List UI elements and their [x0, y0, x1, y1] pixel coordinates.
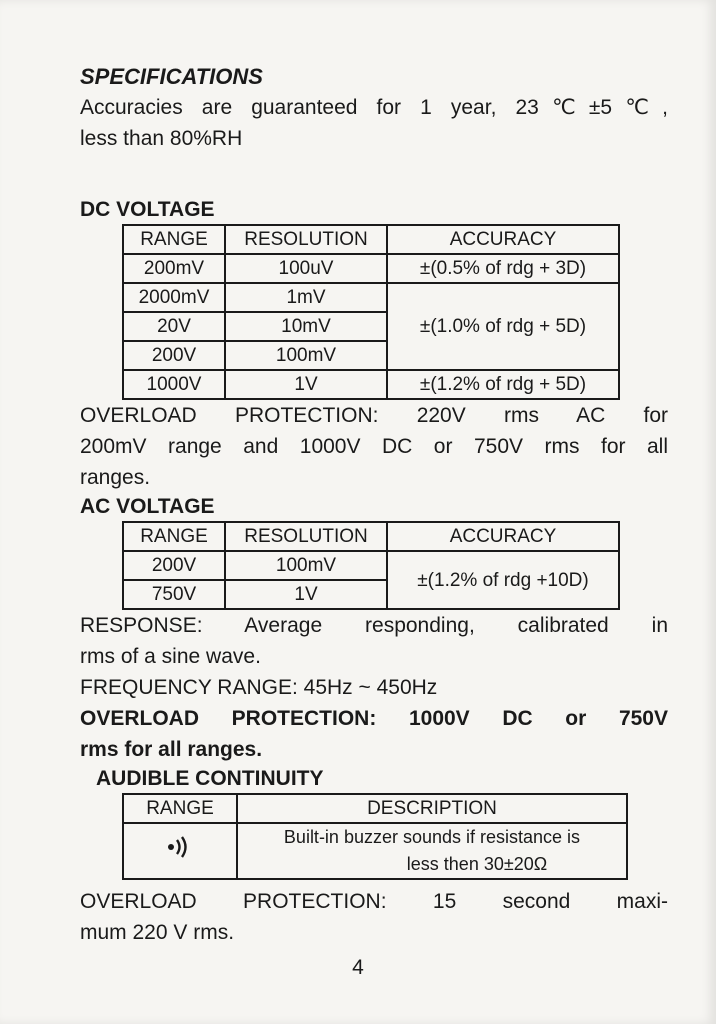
- ac-overload-line-1: OVERLOAD PROTECTION: 1000V DC or 750V: [80, 707, 668, 730]
- cell-resolution: 10mV: [225, 312, 387, 341]
- dc-voltage-title: DC VOLTAGE: [80, 198, 215, 221]
- table-header-row: [123, 522, 619, 551]
- description-line-1: Built-in buzzer sounds if resistance is: [283, 827, 581, 847]
- cell-range: 200V: [123, 551, 225, 580]
- cell-range: 2000mV: [123, 283, 225, 312]
- header-resolution: RESOLUTION: [225, 522, 387, 551]
- continuity-overload-line-1: OVERLOAD PROTECTION: 15 second maxi-: [80, 890, 668, 913]
- specifications-intro: Accuracies are guaranteed for 1 year, 23℃±5℃,: [80, 96, 668, 119]
- continuity-table: [122, 793, 628, 880]
- cell-accuracy: ±(1.0% of rdg + 5D): [387, 283, 619, 370]
- specifications-title: SPECIFICATIONS: [80, 64, 263, 89]
- cell-range: [123, 823, 237, 879]
- header-accuracy: ACCURACY: [387, 522, 619, 551]
- header-range: RANGE: [123, 522, 225, 551]
- cell-range: 1000V: [123, 370, 225, 399]
- cell-description: [237, 823, 627, 879]
- cell-resolution: 1mV: [225, 283, 387, 312]
- continuity-title: AUDIBLE CONTINUITY: [96, 767, 324, 790]
- cell-accuracy: ±(1.2% of rdg +10D): [387, 551, 619, 609]
- frequency-range: FREQUENCY RANGE: 45Hz ~ 450Hz: [80, 676, 438, 699]
- dc-overload-line-1: OVERLOAD PROTECTION: 220V rms AC for: [80, 404, 668, 427]
- ac-voltage-table: [122, 521, 620, 610]
- page-number: 4: [352, 956, 364, 979]
- cell-resolution: 100mV: [225, 551, 387, 580]
- table-row: [123, 254, 619, 283]
- table-header-row: [123, 794, 627, 823]
- table-header-row: [123, 225, 619, 254]
- dc-overload-line-2: 200mV range and 1000V DC or 750V rms for all: [80, 435, 668, 458]
- table-row: [123, 283, 619, 312]
- cell-resolution: 100uV: [225, 254, 387, 283]
- dc-voltage-table: [122, 224, 620, 400]
- header-range: RANGE: [123, 225, 225, 254]
- header-description: DESCRIPTION: [237, 794, 627, 823]
- response-line-1: RESPONSE: Average responding, calibrated in: [80, 614, 668, 637]
- table-row: [123, 823, 627, 879]
- cell-range: 750V: [123, 580, 225, 609]
- cell-accuracy: ±(1.2% of rdg + 5D): [387, 370, 619, 399]
- cell-resolution: 100mV: [225, 341, 387, 370]
- cell-range: 200mV: [123, 254, 225, 283]
- page-content: [80, 62, 668, 948]
- ac-overload-line-2: rms for all ranges.: [80, 738, 263, 761]
- table-row: [123, 551, 619, 580]
- cell-resolution: 1V: [225, 580, 387, 609]
- header-range: RANGE: [123, 794, 237, 823]
- cell-resolution: 1V: [225, 370, 387, 399]
- cell-range: 20V: [123, 312, 225, 341]
- continuity-overload-line-2: mum 220 V rms.: [80, 921, 235, 944]
- dc-overload-line-3: ranges.: [80, 466, 151, 489]
- buzzer-icon: [165, 845, 195, 866]
- description-line-2: less then 30±20Ω: [406, 854, 548, 874]
- response-line-2: rms of a sine wave.: [80, 645, 261, 668]
- ac-voltage-title: AC VOLTAGE: [80, 495, 215, 518]
- header-accuracy: ACCURACY: [387, 225, 619, 254]
- cell-accuracy: ±(0.5% of rdg + 3D): [387, 254, 619, 283]
- cell-range: 200V: [123, 341, 225, 370]
- header-resolution: RESOLUTION: [225, 225, 387, 254]
- table-row: [123, 370, 619, 399]
- specifications-intro-2: less than 80%RH: [80, 127, 243, 150]
